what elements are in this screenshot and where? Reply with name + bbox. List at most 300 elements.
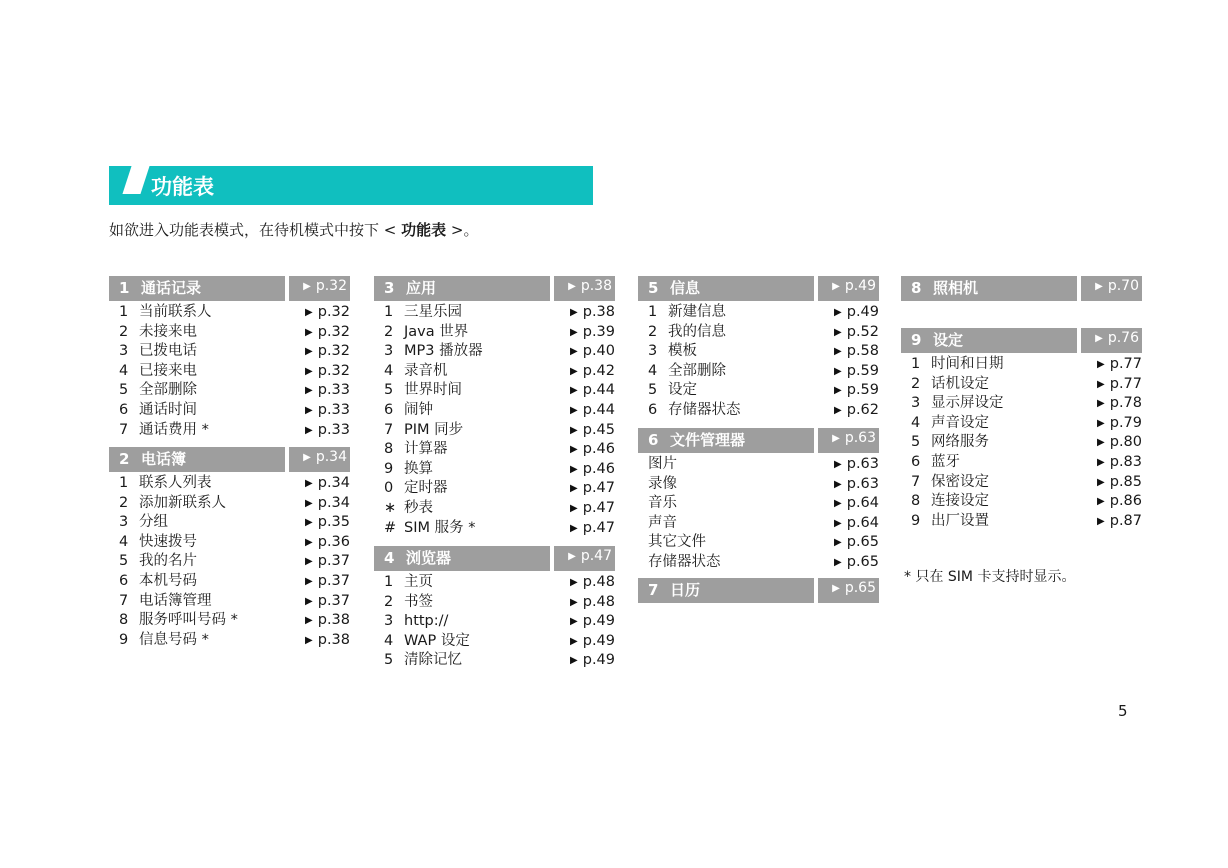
arrow-right-icon: ▶ — [834, 365, 842, 377]
section-page-number: p.38 — [580, 278, 612, 294]
menu-item-page-ref — [834, 514, 879, 534]
section-page-ref — [554, 276, 615, 301]
section-page-number: p.65 — [844, 580, 876, 596]
menu-item-page-number: p.46 — [582, 460, 615, 477]
menu-item-label: PIM 同步 — [404, 421, 464, 438]
menu-item[interactable] — [109, 494, 350, 514]
menu-item-page-number: p.48 — [582, 574, 615, 590]
menu-item-page-ref — [570, 323, 615, 343]
arrow-right-icon: ▶ — [832, 433, 840, 444]
menu-item-page-number: p.33 — [317, 382, 350, 399]
menu-item-page-ref — [834, 533, 879, 553]
menu-item-page-ref — [305, 401, 350, 421]
menu-item[interactable] — [901, 492, 1142, 512]
arrow-right-icon: ▶ — [834, 346, 842, 358]
menu-item[interactable] — [109, 552, 350, 572]
menu-item[interactable] — [109, 381, 350, 401]
menu-item[interactable] — [374, 460, 615, 480]
page-title: 功能表 — [151, 175, 214, 199]
menu-item[interactable] — [901, 375, 1142, 395]
arrow-right-icon: ▶ — [305, 424, 313, 436]
menu-item-label: 存储器状态 — [668, 401, 741, 418]
menu-item-page-ref — [305, 474, 350, 494]
menu-item-page-number: p.37 — [317, 592, 350, 609]
menu-item-list — [374, 301, 615, 538]
menu-item[interactable] — [901, 473, 1142, 493]
menu-item[interactable] — [374, 519, 615, 539]
menu-item[interactable] — [374, 593, 615, 613]
menu-item-number: 5 — [648, 382, 658, 399]
section-page-ref — [818, 276, 879, 301]
section-header — [638, 276, 879, 301]
menu-item-list — [638, 453, 879, 573]
menu-item-page-ref — [305, 552, 350, 572]
menu-item-number: # — [384, 519, 397, 536]
menu-item-number: 9 — [119, 631, 129, 648]
menu-item-page-ref — [1097, 394, 1142, 414]
menu-item-label: 通话时间 — [139, 401, 197, 418]
menu-item-number: 4 — [648, 362, 658, 379]
section-title — [638, 276, 814, 301]
menu-item-page-number: p.47 — [582, 480, 615, 497]
arrow-right-icon: ▶ — [305, 556, 313, 568]
title-slash-decoration — [122, 166, 149, 194]
menu-item-page-number: p.63 — [846, 475, 879, 492]
arrow-right-icon: ▶ — [834, 556, 842, 568]
menu-item[interactable] — [638, 401, 879, 421]
menu-item[interactable] — [109, 513, 350, 533]
menu-item[interactable] — [109, 572, 350, 592]
menu-item-number: 2 — [384, 593, 394, 610]
arrow-right-icon: ▶ — [570, 307, 578, 318]
arrow-right-icon: ▶ — [570, 444, 578, 456]
menu-item-page-ref — [834, 553, 879, 573]
menu-item[interactable] — [374, 303, 615, 323]
menu-item-label: 声音 — [648, 514, 677, 531]
menu-item-page-number: p.37 — [317, 553, 350, 570]
section-title-text: 浏览器 — [406, 549, 452, 567]
menu-item-label: 图片 — [648, 456, 677, 472]
menu-item-label: 新建信息 — [668, 304, 726, 320]
arrow-right-icon: ▶ — [834, 326, 842, 338]
menu-item-page-ref — [834, 342, 879, 362]
section-number: 4 — [384, 549, 395, 567]
menu-item-number: 1 — [384, 304, 394, 320]
intro-suffix: >。 — [446, 221, 479, 239]
menu-item-number: 5 — [384, 652, 394, 669]
menu-item-label: 计算器 — [404, 441, 448, 458]
menu-item-page-number: p.32 — [317, 323, 350, 340]
menu-item-label: Java 世界 — [404, 323, 469, 340]
menu-item[interactable] — [374, 612, 615, 632]
menu-item[interactable] — [109, 323, 350, 343]
menu-item-page-number: p.32 — [317, 304, 350, 320]
menu-item-page-number: p.86 — [1109, 493, 1142, 510]
menu-item-label: SIM 服务 * — [404, 519, 476, 536]
menu-item-label: 未接来电 — [139, 323, 197, 340]
menu-item-page-number: p.39 — [582, 323, 615, 340]
menu-item-page-number: p.32 — [317, 362, 350, 379]
menu-item[interactable] — [374, 401, 615, 421]
section-title-text: 照相机 — [933, 279, 979, 297]
arrow-right-icon: ▶ — [570, 483, 578, 495]
menu-item-page-number: p.59 — [846, 382, 879, 399]
arrow-right-icon: ▶ — [1095, 281, 1103, 292]
menu-item-number: 2 — [119, 494, 129, 511]
menu-item-label: 世界时间 — [404, 382, 462, 399]
arrow-right-icon: ▶ — [1097, 359, 1105, 370]
menu-item-label: 定时器 — [404, 480, 448, 497]
section-page-number: p.32 — [315, 278, 347, 294]
menu-item-number: 4 — [119, 533, 129, 550]
intro-key: 功能表 — [401, 221, 447, 239]
menu-item-page-number: p.40 — [582, 343, 615, 360]
arrow-right-icon: ▶ — [305, 595, 313, 607]
menu-item-label: 蓝牙 — [931, 453, 960, 470]
menu-item-label: 话机设定 — [931, 375, 989, 392]
menu-section-8 — [901, 276, 1142, 301]
menu-item-page-ref — [1097, 453, 1142, 473]
section-header — [374, 546, 615, 571]
menu-item-label: 主页 — [404, 574, 433, 590]
arrow-right-icon: ▶ — [834, 498, 842, 510]
arrow-right-icon: ▶ — [1097, 417, 1105, 429]
menu-item-page-ref — [570, 632, 615, 652]
menu-item-page-ref — [570, 381, 615, 401]
section-number: 8 — [911, 279, 922, 297]
menu-item-page-ref — [305, 323, 350, 343]
menu-item-list — [901, 353, 1142, 531]
section-number: 2 — [119, 450, 130, 468]
menu-item-number: 5 — [911, 434, 921, 451]
menu-item[interactable] — [638, 342, 879, 362]
menu-item-page-number: p.47 — [582, 519, 615, 536]
menu-item-page-ref — [1097, 414, 1142, 434]
menu-item-number: 3 — [384, 613, 394, 630]
arrow-right-icon: ▶ — [570, 385, 578, 397]
menu-item-label: MP3 播放器 — [404, 343, 483, 360]
menu-item-page-ref — [1097, 375, 1142, 395]
menu-item-number: ∗ — [384, 499, 397, 516]
menu-item[interactable] — [374, 440, 615, 460]
menu-item-label: 网络服务 — [931, 434, 989, 451]
menu-item-number: 3 — [648, 343, 658, 360]
menu-item-page-ref — [1097, 355, 1142, 375]
menu-item-page-number: p.32 — [317, 343, 350, 360]
menu-item-page-number: p.45 — [582, 421, 615, 438]
menu-item[interactable] — [638, 303, 879, 323]
section-header — [374, 276, 615, 301]
section-title — [374, 546, 550, 571]
menu-item-number: 7 — [911, 473, 921, 490]
menu-item[interactable] — [901, 453, 1142, 473]
menu-item-label: 换算 — [404, 460, 433, 477]
menu-item-page-number: p.62 — [846, 401, 879, 418]
menu-item-label: 本机号码 — [139, 572, 197, 589]
menu-item-label: 三星乐园 — [404, 304, 462, 320]
section-number: 7 — [648, 581, 659, 599]
menu-item-label: 显示屏设定 — [931, 395, 1004, 412]
section-title — [638, 578, 814, 603]
arrow-right-icon: ▶ — [1097, 476, 1105, 488]
arrow-right-icon: ▶ — [305, 385, 313, 397]
menu-item-label: 清除记忆 — [404, 652, 462, 669]
menu-item[interactable] — [374, 323, 615, 343]
menu-item-label: 我的名片 — [139, 553, 197, 570]
menu-item-page-ref — [570, 460, 615, 480]
menu-item[interactable] — [638, 323, 879, 343]
menu-item-number: 6 — [648, 401, 658, 418]
arrow-right-icon: ▶ — [305, 575, 313, 587]
section-title — [901, 276, 1077, 301]
menu-item-page-number: p.77 — [1109, 356, 1142, 372]
arrow-right-icon: ▶ — [570, 522, 578, 534]
menu-item[interactable] — [109, 421, 350, 441]
menu-item-page-ref — [570, 440, 615, 460]
menu-item-label: 录像 — [648, 475, 677, 492]
section-title-text: 电话簿 — [141, 450, 187, 468]
menu-item-page-number: p.65 — [846, 553, 879, 570]
menu-item-page-number: p.85 — [1109, 473, 1142, 490]
section-title — [109, 276, 285, 301]
menu-item[interactable] — [638, 494, 879, 514]
menu-item[interactable] — [109, 631, 350, 651]
menu-item-page-ref — [305, 533, 350, 553]
arrow-right-icon: ▶ — [305, 404, 313, 416]
menu-item[interactable] — [638, 475, 879, 495]
menu-item-page-ref — [570, 421, 615, 441]
menu-item-label: 时间和日期 — [931, 356, 1004, 372]
menu-item-label: 服务呼叫号码 * — [139, 612, 238, 629]
menu-item-label: 其它文件 — [648, 534, 706, 551]
menu-item[interactable] — [374, 651, 615, 671]
menu-item[interactable] — [109, 342, 350, 362]
menu-item-label: 通话费用 * — [139, 421, 209, 438]
menu-item-number: 2 — [648, 323, 658, 340]
menu-item[interactable] — [374, 573, 615, 593]
menu-section-3 — [374, 276, 615, 538]
section-title-text: 通话记录 — [141, 279, 202, 297]
menu-item-page-number: p.37 — [317, 572, 350, 589]
menu-item-page-number: p.52 — [846, 323, 879, 340]
menu-item-page-ref — [834, 303, 879, 323]
section-header — [638, 428, 879, 453]
menu-item-label: 分组 — [139, 514, 168, 531]
menu-item-page-number: p.34 — [317, 475, 350, 491]
menu-item[interactable] — [374, 499, 615, 519]
arrow-right-icon: ▶ — [832, 583, 840, 594]
menu-item-number: 6 — [911, 453, 921, 470]
section-title — [638, 428, 814, 453]
arrow-right-icon: ▶ — [570, 346, 578, 358]
arrow-right-icon: ▶ — [834, 478, 842, 490]
menu-item-page-number: p.58 — [846, 343, 879, 360]
menu-item-page-ref — [834, 381, 879, 401]
menu-item[interactable] — [109, 303, 350, 323]
section-number: 9 — [911, 331, 922, 349]
menu-item-label: 联系人列表 — [139, 475, 212, 491]
menu-item-page-ref — [834, 401, 879, 421]
menu-item[interactable] — [638, 533, 879, 553]
menu-item-page-number: p.83 — [1109, 453, 1142, 470]
menu-item[interactable] — [109, 401, 350, 421]
arrow-right-icon: ▶ — [570, 655, 578, 667]
menu-item[interactable] — [109, 533, 350, 553]
section-page-ref — [1081, 276, 1142, 301]
menu-item-label: 书签 — [404, 593, 433, 610]
menu-item[interactable] — [374, 362, 615, 382]
arrow-right-icon: ▶ — [570, 463, 578, 475]
menu-item-number: 7 — [119, 592, 129, 609]
menu-item-number: 4 — [911, 414, 921, 431]
menu-item-number: 5 — [384, 382, 394, 399]
menu-item-number: 4 — [384, 632, 394, 649]
menu-item-label: 秒表 — [404, 499, 433, 516]
intro-prefix: 如欲进入功能表模式，在待机模式中按下 < — [109, 221, 402, 239]
menu-item-label: 声音设定 — [931, 414, 989, 431]
menu-item-page-ref — [305, 592, 350, 612]
menu-item-number: 2 — [119, 323, 129, 340]
menu-item[interactable] — [638, 514, 879, 534]
menu-section-4 — [374, 546, 615, 671]
menu-item-number: 6 — [119, 572, 129, 589]
menu-item-number: 1 — [119, 475, 129, 491]
menu-item-page-number: p.34 — [317, 494, 350, 511]
menu-item[interactable] — [901, 512, 1142, 532]
menu-item[interactable] — [109, 611, 350, 631]
menu-item-page-number: p.49 — [846, 304, 879, 320]
menu-item-label: 信息号码 * — [139, 631, 209, 648]
arrow-right-icon: ▶ — [568, 281, 576, 292]
arrow-right-icon: ▶ — [834, 385, 842, 397]
arrow-right-icon: ▶ — [1097, 515, 1105, 527]
menu-item-page-ref — [570, 362, 615, 382]
menu-item-page-number: p.65 — [846, 534, 879, 551]
arrow-right-icon: ▶ — [1095, 333, 1103, 344]
menu-item-number: 3 — [119, 343, 129, 360]
section-header — [109, 447, 350, 472]
section-page-ref — [818, 578, 879, 603]
menu-item-page-number: p.38 — [317, 631, 350, 648]
menu-item-label: 全部删除 — [139, 382, 197, 399]
menu-item-label: 电话簿管理 — [139, 592, 212, 609]
menu-item-number: 3 — [384, 343, 394, 360]
menu-item-page-number: p.48 — [582, 593, 615, 610]
menu-item-number: 8 — [911, 493, 921, 510]
arrow-right-icon: ▶ — [570, 424, 578, 436]
menu-item[interactable] — [901, 414, 1142, 434]
section-page-ref — [289, 276, 350, 301]
menu-item[interactable] — [901, 433, 1142, 453]
menu-item[interactable] — [901, 355, 1142, 375]
menu-item-number: 5 — [119, 553, 129, 570]
section-page-number: p.47 — [580, 548, 612, 564]
menu-item-number: 7 — [119, 421, 129, 438]
menu-item-label: 设定 — [668, 382, 697, 399]
menu-item-page-ref — [834, 494, 879, 514]
menu-item[interactable] — [374, 381, 615, 401]
menu-item-page-number: p.35 — [317, 514, 350, 531]
menu-item[interactable] — [901, 394, 1142, 414]
menu-item[interactable] — [374, 342, 615, 362]
menu-item[interactable] — [638, 362, 879, 382]
section-page-number: p.70 — [1107, 278, 1139, 294]
section-title-text: 日历 — [670, 581, 701, 599]
menu-item-label: 连接设定 — [931, 493, 989, 510]
arrow-right-icon: ▶ — [303, 281, 311, 292]
section-page-number: p.34 — [315, 449, 347, 465]
arrow-right-icon: ▶ — [834, 459, 842, 470]
menu-item-page-number: p.33 — [317, 401, 350, 418]
section-title-text: 信息 — [670, 279, 701, 297]
menu-item-label: http:// — [404, 613, 449, 630]
menu-section-7 — [638, 578, 879, 603]
menu-item-number: 4 — [119, 362, 129, 379]
menu-item[interactable] — [638, 381, 879, 401]
menu-item[interactable] — [638, 553, 879, 573]
menu-item-page-ref — [1097, 512, 1142, 532]
menu-item-label: 保密设定 — [931, 473, 989, 490]
menu-item-page-ref — [570, 519, 615, 539]
arrow-right-icon: ▶ — [305, 615, 313, 627]
footnote: * 只在 SIM 卡支持时显示。 — [904, 569, 1076, 585]
menu-item-page-number: p.46 — [582, 441, 615, 458]
menu-item-list — [109, 472, 350, 650]
arrow-right-icon: ▶ — [570, 596, 578, 608]
menu-section-9 — [901, 328, 1142, 531]
arrow-right-icon: ▶ — [570, 404, 578, 416]
menu-item-page-number: p.64 — [846, 514, 879, 531]
section-page-number: p.63 — [844, 430, 876, 446]
menu-item-number: 6 — [384, 401, 394, 418]
menu-item-number: 9 — [911, 512, 921, 529]
menu-item[interactable] — [109, 362, 350, 382]
section-number: 5 — [648, 279, 659, 297]
arrow-right-icon: ▶ — [834, 307, 842, 318]
menu-item-list — [374, 571, 615, 671]
section-title-text: 文件管理器 — [670, 431, 746, 449]
menu-item-label: WAP 设定 — [404, 632, 470, 649]
arrow-right-icon: ▶ — [570, 365, 578, 377]
menu-item[interactable] — [109, 592, 350, 612]
menu-item[interactable] — [374, 479, 615, 499]
arrow-right-icon: ▶ — [1097, 378, 1105, 390]
menu-item-page-number: p.87 — [1109, 512, 1142, 529]
arrow-right-icon: ▶ — [570, 577, 578, 588]
menu-item-page-ref — [305, 513, 350, 533]
menu-item-label: 快速拨号 — [139, 533, 197, 550]
menu-item-number: 8 — [384, 441, 394, 458]
menu-item-label: 已接来电 — [139, 362, 197, 379]
menu-item-label: 存储器状态 — [648, 553, 721, 570]
menu-item-page-ref — [570, 401, 615, 421]
arrow-right-icon: ▶ — [305, 365, 313, 377]
menu-item-page-ref — [305, 381, 350, 401]
arrow-right-icon: ▶ — [570, 502, 578, 514]
menu-item-number: 2 — [911, 375, 921, 392]
menu-item-number: 1 — [119, 304, 129, 320]
menu-item-number: 1 — [911, 356, 921, 372]
arrow-right-icon: ▶ — [1097, 456, 1105, 468]
menu-item[interactable] — [638, 455, 879, 475]
menu-item[interactable] — [374, 632, 615, 652]
arrow-right-icon: ▶ — [834, 517, 842, 529]
menu-item[interactable] — [374, 421, 615, 441]
menu-item-label: 模板 — [668, 343, 697, 360]
menu-item[interactable] — [109, 474, 350, 494]
section-title-text: 设定 — [933, 331, 964, 349]
menu-item-page-number: p.77 — [1109, 375, 1142, 392]
